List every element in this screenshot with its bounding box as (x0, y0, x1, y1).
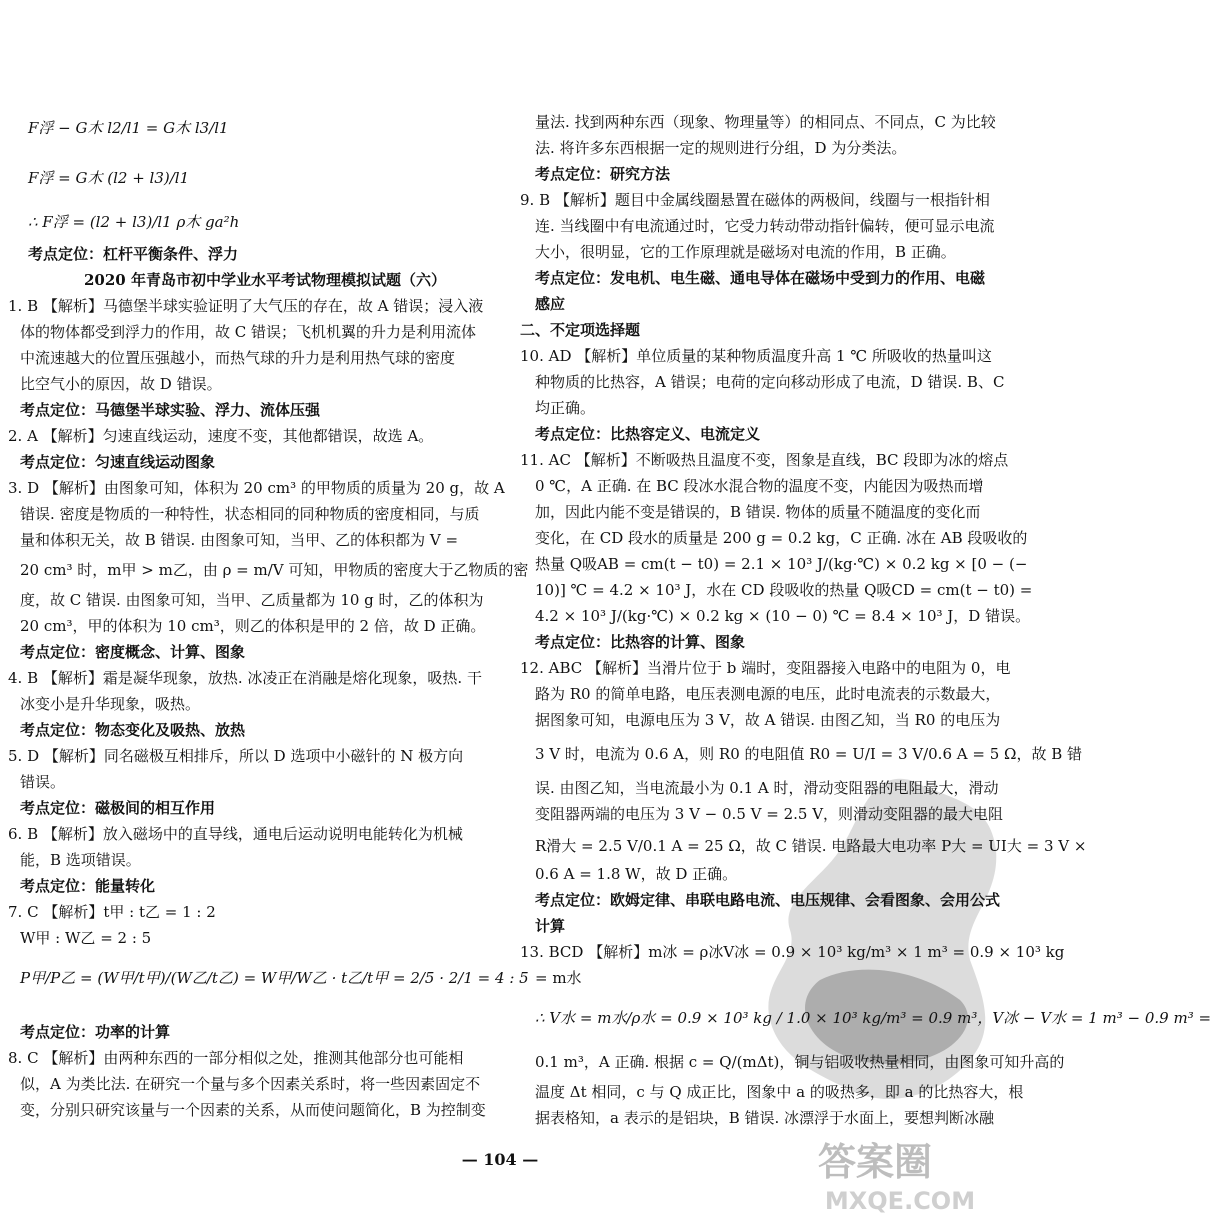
answer-line: 法. 将许多东西根据一定的规则进行分组，D 为分类法。 (535, 139, 907, 157)
answer-line: 20 cm³，甲的体积为 10 cm³，则乙的体积是甲的 2 倍，故 D 正确。 (20, 617, 486, 635)
answer-line: 0.1 m³，A 正确. 根据 c = Q/(mΔt)，铜与铝吸收热量相同，由图象可知升高的 (535, 1053, 1065, 1071)
key-point: 考点定位：磁极间的相互作用 (20, 799, 216, 817)
watermark-url: MXQE.COM (824, 1187, 976, 1215)
key-point: 考点定位：能量转化 (20, 877, 156, 895)
answer-line: 度，故 C 错误. 由图象可知，当甲、乙质量都为 10 g 时，乙的体积为 (20, 591, 484, 609)
answer-line: 10. AD 【解析】单位质量的某种物质温度升高 1 ℃ 所吸收的热量叫这 (520, 347, 992, 365)
answer-line: 误. 由图乙知，当电流最小为 0.1 A 时，滑动变阻器的电阻最大，滑动 (535, 779, 999, 797)
answer-line: 2. A 【解析】匀速直线运动，速度不变，其他都错误，故选 A。 (8, 427, 434, 445)
answer-line: 5. D 【解析】同名磁极互相排斥，所以 D 选项中小磁针的 N 极方向 (8, 747, 464, 765)
answer-line: 加，因此内能不变是错误的，B 错误. 物体的质量不随温度的变化而 (535, 503, 981, 521)
answer-line: 量和体积无关，故 B 错误. 由图象可知，当甲、乙的体积都为 V = (20, 531, 459, 549)
watermark-logo-icon (780, 1125, 1000, 1216)
answer-line: 路为 R0 的简单电路，电压表测电源的电压，此时电流表的示数最大， (535, 685, 1001, 703)
key-point: 考点定位：欧姆定律、串联电路电流、电压规律、会看图象、会用公式 (535, 891, 1001, 909)
answer-line: 6. B 【解析】放入磁场中的直导线，通电后运动说明电能转化为机械 (8, 825, 463, 843)
answer-line: 量法. 找到两种东西（现象、物理量等）的相同点、不同点，C 为比较 (535, 113, 996, 131)
answer-line: 9. B 【解析】题目中金属线圈悬置在磁体的两极间，线圈与一根指针相 (520, 191, 990, 209)
key-point: 考点定位：密度概念、计算、图象 (20, 643, 246, 661)
answer-line: 大小，很明显，它的工作原理就是磁场对电流的作用，B 正确。 (535, 243, 956, 261)
key-point: 考点定位：物态变化及吸热、放热 (20, 721, 246, 739)
equation-line: F浮 = G木 (l2 + l3)/l1 (28, 169, 190, 187)
answer-line: 变阻器两端的电压为 3 V − 0.5 V = 2.5 V，则滑动变阻器的最大电阻 (535, 805, 1004, 823)
key-point: 考点定位：研究方法 (535, 165, 671, 183)
answer-line: 温度 Δt 相同，c 与 Q 成正比，图象中 a 的吸热多，即 a 的比热容大，根 (535, 1083, 1024, 1101)
answer-line: 13. BCD 【解析】m冰 = ρ冰V冰 = 0.9 × 10³ kg/m³ × 1 m³ = 0.9 × 10³ kg (520, 943, 1065, 961)
answer-line: 据图象可知，电源电压为 3 V，故 A 错误. 由图乙知，当 R0 的电压为 (535, 711, 1001, 729)
answer-line: 均正确。 (535, 399, 596, 417)
answer-line: 据表格知，a 表示的是铝块，B 错误. 冰漂浮于水面上，要想判断冰融 (535, 1109, 995, 1127)
key-point: 计算 (535, 917, 566, 935)
equation-line: ∴ V水 = m水/ρ水 = 0.9 × 10³ kg / 1.0 × 10³ kg/m³ = 0.9 m³，V冰 − V水 = 1 m³ − 0.9 m³ = (535, 1009, 1211, 1027)
answer-line: 种物质的比热容，A 错误；电荷的定向移动形成了电流，D 错误. B、C (535, 373, 1005, 391)
key-point: 考点定位：马德堡半球实验、浮力、流体压强 (20, 401, 321, 419)
equation-line: ∴ F浮 = (l2 + l3)/l1 ρ木 ga²h (28, 213, 240, 231)
answer-line: 3 V 时，电流为 0.6 A，则 R0 的电阻值 R0 = U/I = 3 V/0.6 A = 5 Ω，故 B 错 (535, 745, 1083, 763)
answer-line: 8. C 【解析】由两种东西的一部分相似之处，推测其他部分也可能相 (8, 1049, 464, 1067)
answer-line: 4. B 【解析】霜是凝华现象，放热. 冰凌正在消融是熔化现象，吸热. 干 (8, 669, 482, 687)
answer-line: 0.6 A = 1.8 W，故 D 正确。 (535, 865, 738, 883)
equation-line: P甲/P乙 = (W甲/t甲)/(W乙/t乙) = W甲/W乙 · t乙/t甲 = 2/5 · 2/1 = 4 : 5 (20, 969, 529, 987)
answer-line: 4.2 × 10³ J/(kg·℃) × 0.2 kg × (10 − 0) ℃ = 8.4 × 10³ J，D 错误。 (535, 607, 1031, 625)
answer-line: 1. B 【解析】马德堡半球实验证明了大气压的存在，故 A 错误；浸入液 (8, 297, 484, 315)
key-point: 考点定位：匀速直线运动图象 (20, 453, 216, 471)
answer-line: 错误。 (20, 773, 66, 791)
answer-line: 10)] ℃ = 4.2 × 10³ J，水在 CD 段吸收的热量 Q吸CD = cm(t − t0) = (535, 581, 1033, 599)
section-title: 2020 年青岛市初中学业水平考试物理模拟试题（六） (84, 271, 446, 289)
watermark-text: 答案圈 (817, 1140, 933, 1184)
answer-line: W甲 : W乙 = 2 : 5 (20, 929, 152, 947)
answer-line: = m水 (535, 969, 582, 987)
key-point: 考点定位：杠杆平衡条件、浮力 (28, 245, 239, 263)
key-point: 感应 (535, 295, 566, 313)
section-heading: 二、不定项选择题 (520, 321, 641, 339)
answer-line: 似，A 为类比法. 在研究一个量与多个因素关系时，将一些因素固定不 (20, 1075, 481, 1093)
answer-line: 20 cm³ 时，m甲 > m乙，由 ρ = m/V 可知，甲物质的密度大于乙物质的密 (20, 561, 529, 579)
answer-line: 连. 当线圈中有电流通过时，它受力转动带动指针偏转，便可显示电流 (535, 217, 995, 235)
answer-line: 错误. 密度是物质的一种特性，状态相同的同种物质的密度相同，与质 (20, 505, 480, 523)
answer-line: 11. AC 【解析】不断吸热且温度不变，图象是直线，BC 段即为冰的熔点 (520, 451, 1009, 469)
answer-line: R滑大 = 2.5 V/0.1 A = 25 Ω，故 C 错误. 电路最大电功率 P大 = UI大 = 3 V × (535, 837, 1087, 855)
answer-line: 变化，在 CD 段水的质量是 200 g = 0.2 kg，C 正确. 冰在 AB 段吸收的 (535, 529, 1028, 547)
answer-line: 能，B 选项错误。 (20, 851, 141, 869)
answer-line: 12. ABC 【解析】当滑片位于 b 端时，变阻器接入电路中的电阻为 0，电 (520, 659, 1011, 677)
answer-line: 3. D 【解析】由图象可知，体积为 20 cm³ 的甲物质的质量为 20 g，故 A (8, 479, 505, 497)
key-point: 考点定位：功率的计算 (20, 1023, 171, 1041)
answer-line: 7. C 【解析】t甲 : t乙 = 1 : 2 (8, 903, 216, 921)
page-number: — 104 — (461, 1150, 539, 1169)
answer-line: 中流速越大的位置压强越小，而热气球的升力是利用热气球的密度 (20, 349, 456, 367)
answer-line: 0 ℃，A 正确. 在 BC 段冰水混合物的温度不变，内能因为吸热而增 (535, 477, 984, 495)
key-point: 考点定位：发电机、电生磁、通电导体在磁场中受到力的作用、电磁 (535, 269, 986, 287)
answer-line: 比空气小的原因，故 D 错误。 (20, 375, 222, 393)
answer-line: 冰变小是升华现象，吸热。 (20, 695, 201, 713)
equation-line: F浮 − G木 l2/l1 = G木 l3/l1 (28, 119, 229, 137)
key-point: 考点定位：比热容定义、电流定义 (535, 425, 761, 443)
key-point: 考点定位：比热容的计算、图象 (535, 633, 746, 651)
answer-line: 体的物体都受到浮力的作用，故 C 错误；飞机机翼的升力是利用流体 (20, 323, 477, 341)
answer-line: 热量 Q吸AB = cm(t − t0) = 2.1 × 10³ J/(kg·℃) × 0.2 kg × [0 − (− (535, 555, 1028, 573)
answer-line: 变，分别只研究该量与一个因素的关系，从而使问题简化，B 为控制变 (20, 1101, 486, 1119)
